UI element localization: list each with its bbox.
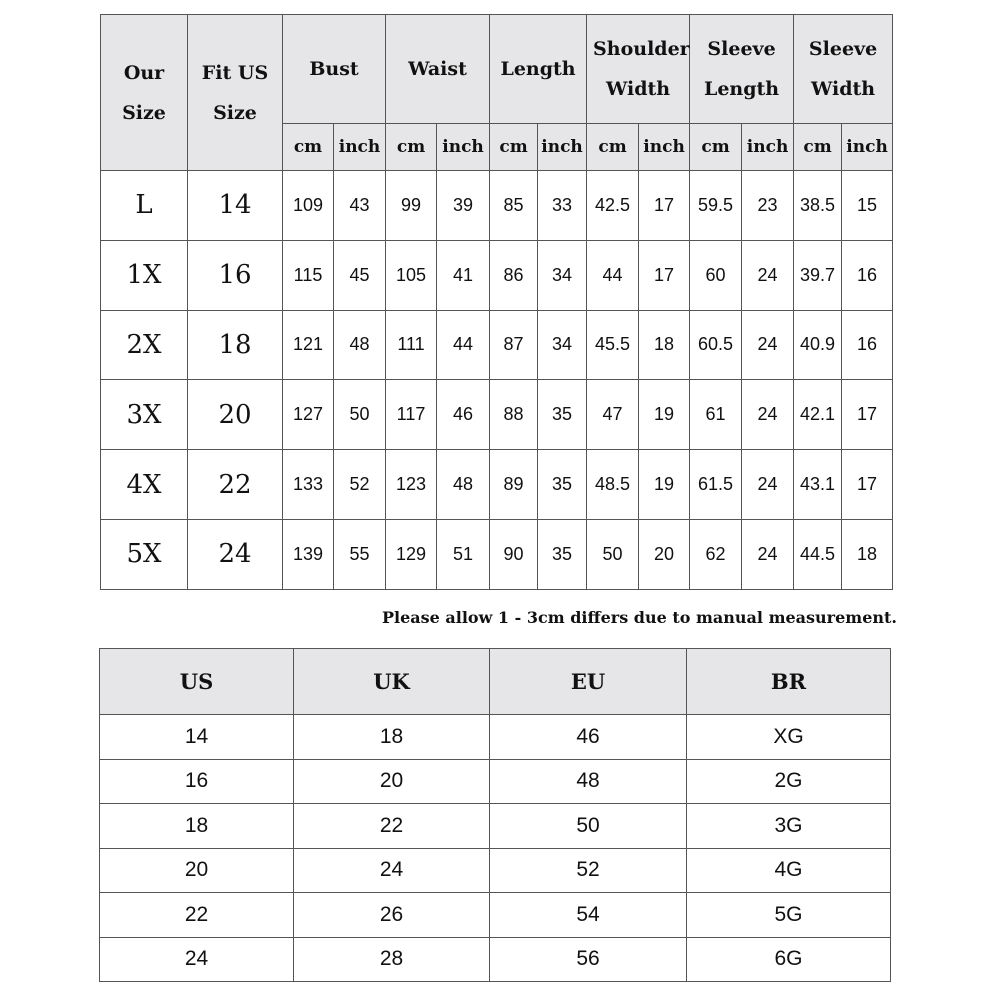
conversion-cell: 22: [294, 804, 490, 849]
measurement-cell: 85: [490, 171, 538, 241]
conversion-cell: 46: [490, 715, 687, 760]
our-size-cell: 3X: [101, 380, 188, 450]
measurement-cell: 52: [334, 450, 386, 520]
unit-inch: inch: [842, 124, 893, 171]
measurement-cell: 61.5: [690, 450, 742, 520]
measurement-cell: 121: [283, 310, 334, 380]
measurement-cell: 43: [334, 171, 386, 241]
measurement-cell: 17: [842, 450, 893, 520]
measurement-cell: 20: [639, 519, 690, 589]
measurement-cell: 24: [742, 450, 794, 520]
conversion-cell: 20: [100, 848, 294, 893]
conversion-cell: XG: [687, 715, 891, 760]
measurement-cell: 15: [842, 171, 893, 241]
measurement-cell: 45: [334, 240, 386, 310]
measurement-cell: 133: [283, 450, 334, 520]
conversion-cell: 14: [100, 715, 294, 760]
waist-header: Waist: [386, 15, 490, 124]
length-header: Length: [490, 15, 587, 124]
conversion-cell: 5G: [687, 893, 891, 938]
measurement-cell: 23: [742, 171, 794, 241]
measurement-cell: 42.1: [794, 380, 842, 450]
measurement-note: Please allow 1 - 3cm differs due to manual measurement.: [381, 608, 897, 627]
conversion-cell: 56: [490, 937, 687, 982]
conversion-row: [100, 804, 891, 849]
unit-cm: cm: [794, 124, 842, 171]
measurement-cell: 19: [639, 450, 690, 520]
measurement-cell: 18: [842, 519, 893, 589]
measurement-cell: 44: [437, 310, 490, 380]
unit-inch: inch: [538, 124, 587, 171]
sleeve-length-header: Sleeve Length: [690, 15, 794, 124]
conversion-cell: 24: [100, 937, 294, 982]
measurement-cell: 45.5: [587, 310, 639, 380]
conversion-cell: 52: [490, 848, 687, 893]
size-chart-body: [101, 171, 893, 590]
conversion-cell: 28: [294, 937, 490, 982]
conversion-row: [100, 893, 891, 938]
fit-us-size-cell: 16: [188, 240, 283, 310]
measurement-cell: 34: [538, 240, 587, 310]
measurement-cell: 42.5: [587, 171, 639, 241]
size-row: [101, 519, 893, 589]
our-size-cell: L: [101, 171, 188, 241]
measurement-cell: 40.9: [794, 310, 842, 380]
measurement-cell: 86: [490, 240, 538, 310]
sleeve-width-header: Sleeve Width: [794, 15, 893, 124]
measurement-cell: 39: [437, 171, 490, 241]
measurement-cell: 24: [742, 310, 794, 380]
measurement-cell: 35: [538, 450, 587, 520]
conversion-cell: 26: [294, 893, 490, 938]
measurement-cell: 48: [334, 310, 386, 380]
measurement-cell: 62: [690, 519, 742, 589]
conversion-cell: 22: [100, 893, 294, 938]
fit-us-size-cell: 18: [188, 310, 283, 380]
size-conversion-table: [99, 648, 891, 982]
bust-header: Bust: [283, 15, 386, 124]
uk-header: UK: [294, 649, 490, 715]
fit-us-size-cell: 22: [188, 450, 283, 520]
size-row: [101, 380, 893, 450]
conversion-cell: 18: [100, 804, 294, 849]
measurement-cell: 89: [490, 450, 538, 520]
measurement-cell: 39.7: [794, 240, 842, 310]
conversion-cell: 3G: [687, 804, 891, 849]
conversion-chart-body: [100, 715, 891, 982]
measurement-cell: 41: [437, 240, 490, 310]
measurement-cell: 17: [639, 171, 690, 241]
size-row: [101, 310, 893, 380]
unit-cm: cm: [587, 124, 639, 171]
size-row: [101, 171, 893, 241]
measurement-cell: 35: [538, 380, 587, 450]
our-size-cell: 4X: [101, 450, 188, 520]
unit-inch: inch: [437, 124, 490, 171]
measurement-cell: 47: [587, 380, 639, 450]
fit-us-size-header: Fit US Size: [188, 15, 283, 171]
measurement-cell: 90: [490, 519, 538, 589]
unit-inch: inch: [639, 124, 690, 171]
size-chart-table: [100, 14, 893, 590]
measurement-cell: 99: [386, 171, 437, 241]
size-row: [101, 450, 893, 520]
conversion-row: [100, 937, 891, 982]
eu-header: EU: [490, 649, 687, 715]
measurement-cell: 24: [742, 519, 794, 589]
conversion-row: [100, 759, 891, 804]
measurement-cell: 139: [283, 519, 334, 589]
conversion-cell: 4G: [687, 848, 891, 893]
unit-cm: cm: [386, 124, 437, 171]
measurement-cell: 60: [690, 240, 742, 310]
unit-cm: cm: [283, 124, 334, 171]
measurement-cell: 48.5: [587, 450, 639, 520]
measurement-cell: 111: [386, 310, 437, 380]
br-header: BR: [687, 649, 891, 715]
fit-us-size-cell: 24: [188, 519, 283, 589]
conversion-cell: 16: [100, 759, 294, 804]
us-header: US: [100, 649, 294, 715]
measurement-cell: 60.5: [690, 310, 742, 380]
measurement-cell: 50: [334, 380, 386, 450]
measurement-cell: 44: [587, 240, 639, 310]
our-size-cell: 1X: [101, 240, 188, 310]
measurement-cell: 48: [437, 450, 490, 520]
measurement-cell: 19: [639, 380, 690, 450]
unit-inch: inch: [742, 124, 794, 171]
measurement-cell: 87: [490, 310, 538, 380]
measurement-cell: 33: [538, 171, 587, 241]
measurement-cell: 16: [842, 240, 893, 310]
measurement-cell: 51: [437, 519, 490, 589]
conversion-cell: 2G: [687, 759, 891, 804]
conversion-cell: 18: [294, 715, 490, 760]
fit-us-size-cell: 20: [188, 380, 283, 450]
measurement-cell: 46: [437, 380, 490, 450]
conversion-cell: 6G: [687, 937, 891, 982]
measurement-cell: 59.5: [690, 171, 742, 241]
measurement-cell: 24: [742, 240, 794, 310]
measurement-cell: 44.5: [794, 519, 842, 589]
measurement-cell: 16: [842, 310, 893, 380]
shoulder-width-header: Shoulder Width: [587, 15, 690, 124]
measurement-cell: 123: [386, 450, 437, 520]
measurement-cell: 117: [386, 380, 437, 450]
measurement-cell: 43.1: [794, 450, 842, 520]
conversion-row: [100, 848, 891, 893]
conversion-cell: 20: [294, 759, 490, 804]
our-size-header: Our Size: [101, 15, 188, 171]
measurement-cell: 61: [690, 380, 742, 450]
our-size-cell: 5X: [101, 519, 188, 589]
measurement-cell: 129: [386, 519, 437, 589]
measurement-cell: 50: [587, 519, 639, 589]
measurement-cell: 35: [538, 519, 587, 589]
our-size-cell: 2X: [101, 310, 188, 380]
measurement-cell: 34: [538, 310, 587, 380]
conversion-cell: 24: [294, 848, 490, 893]
unit-inch: inch: [334, 124, 386, 171]
measurement-cell: 55: [334, 519, 386, 589]
measurement-cell: 24: [742, 380, 794, 450]
conversion-cell: 50: [490, 804, 687, 849]
measurement-cell: 88: [490, 380, 538, 450]
unit-cm: cm: [690, 124, 742, 171]
measurement-cell: 17: [639, 240, 690, 310]
measurement-cell: 127: [283, 380, 334, 450]
measurement-cell: 105: [386, 240, 437, 310]
unit-cm: cm: [490, 124, 538, 171]
measurement-cell: 38.5: [794, 171, 842, 241]
conversion-cell: 48: [490, 759, 687, 804]
measurement-cell: 109: [283, 171, 334, 241]
size-row: [101, 240, 893, 310]
conversion-cell: 54: [490, 893, 687, 938]
measurement-cell: 18: [639, 310, 690, 380]
measurement-cell: 115: [283, 240, 334, 310]
measurement-cell: 17: [842, 380, 893, 450]
conversion-row: [100, 715, 891, 760]
fit-us-size-cell: 14: [188, 171, 283, 241]
